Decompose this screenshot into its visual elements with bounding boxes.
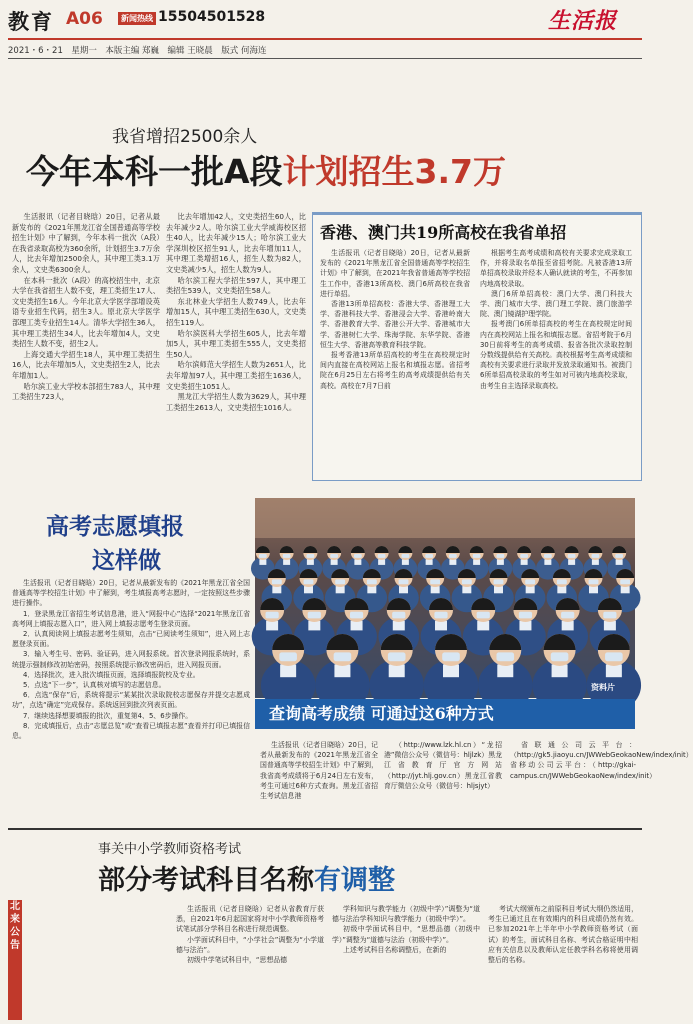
student-collar [393, 621, 405, 631]
paragraph: （http://www.lzk.hl.cn）“龙招港”微信公众号（微信号：hljlzk）黑龙江省教育厅官方网站（http://jyt.hlj.gov.cn）黑龙江省教育厅微信公众号（微信号：hljsjyt） [384, 741, 502, 790]
main-kicker: 我省增招2500余人 [112, 127, 258, 147]
student-mask [497, 554, 505, 558]
hk-macau-headline: 香港、澳门共19所高校在我省单招 [320, 223, 567, 242]
paragraph: 澳门6所单招高校：澳门大学、澳门科技大学、澳门城市大学、澳门理工学院、澳门旅游学院、澳门镜湖护理学院。 [480, 289, 632, 319]
paragraph: 哈尔滨工程大学招生597人，其中理工类招生539人，文史类招生58人。 [166, 275, 306, 296]
query-col3 [510, 740, 693, 781]
student-mask [544, 554, 552, 558]
student-collar [544, 559, 551, 565]
paragraph: 学科知识与教学能力（初级中学）”调整为“道德与法治学科知识与教学能力（初级中学）”。 [332, 905, 480, 924]
student-collar [336, 586, 345, 593]
student-mask [473, 554, 481, 558]
bottom-col3 [488, 904, 638, 965]
student-mask [520, 554, 528, 558]
bottom-kicker: 事关中小学教师资格考试 [98, 842, 242, 857]
paragraph: 初级中学面试科目中，“思想品德（初级中学）”调整为“道德与法治（初级中学）”。 [332, 925, 480, 944]
student-collar [283, 559, 290, 565]
paragraph: 在本科一批次（A段）的高校招生中，北京大学在我省招生人数不变，理工类招生17人、文史类招生16人。今年北京大学医学部增设英语专业招生代码，招生3人。原北京大学医学部理工类专业招生14人。清华大学招生36人，其中理工类招生34人，比去年增加4人，文史类招生人数不变，招生2人。 [12, 275, 160, 349]
student-mask [266, 612, 279, 619]
student-collar [378, 559, 385, 565]
student-collar [402, 559, 409, 565]
volunteer-article [12, 578, 250, 741]
hk-article-col1 [320, 248, 470, 391]
student-collar [621, 586, 630, 593]
paragraph: 考试大纲颁布之前原科目考试大纲仍然适用，考生已通过且在有效期内的科目成绩仍然有效。已参加2021年上半年中小学教师资格考试（面试）的考生，面试科目名称、考试合格证明中相应有关信息以及教师认定任教学科名称将使用调整后的名称。 [488, 905, 638, 965]
bottom-headline-part-a: 部分考试科目名称 [98, 865, 314, 896]
student-mask [557, 579, 567, 584]
paragraph: 报考香港13所单招高校的考生在高校规定时间内直接在高校网站上报名和填报志愿。省招考院在6月25日左右将考生的高考成绩提供给有关高校。高校在7月7日前 [320, 351, 470, 390]
student-mask [308, 612, 321, 619]
student-collar [307, 559, 314, 565]
student-mask [367, 579, 377, 584]
paragraph: 根据考生高考成绩和高校有关要求完成录取工作，并将录取名单报至省招考院。凡被香港13所单招高校录取并经本人确认就读的考生，不再参加内地高校录取。 [480, 249, 632, 288]
paragraph: 香港13所单招高校：香港大学、香港理工大学、香港科技大学、香港浸会大学、香港岭南大学、香港教育大学、香港公开大学、香港城市大学、香港树仁大学、珠海学院、东华学院、香港恒生大学、香港高等教育科技学院。 [320, 300, 470, 349]
step: 2．认真阅读网上填报志愿考生须知，点击“已阅读考生须知”，进入网上志愿登录页面。 [12, 630, 250, 649]
paragraph: 生活报讯（记者目晓晗）20日，记者从最新发布的《2021年黑龙江省全国普通高等学校招生计划》中了解到，考生填报高考志愿时，一定按照这些步骤进行操作。 [12, 579, 250, 608]
paragraph: 哈尔滨师范大学招生人数为2651人，比去年增加97人，其中理工类招生1636人，文史类招生1051人。 [166, 360, 306, 391]
student-collar [589, 586, 598, 593]
student-mask [399, 579, 409, 584]
student-mask [334, 652, 352, 661]
bottom-headline [98, 858, 395, 897]
paragraph: 黑龙江大学招生人数为3629人，其中理工类招生2613人，文史类招生1016人。 [166, 392, 306, 412]
student-mask [603, 612, 616, 619]
main-article-col2 [166, 212, 306, 413]
student-mask [496, 652, 514, 661]
student-mask [551, 652, 569, 661]
student-mask [592, 554, 600, 558]
student-mask [402, 554, 410, 558]
student-mask [388, 652, 406, 661]
student-mask [304, 579, 314, 584]
student-collar [389, 664, 405, 677]
page-number: A06 [66, 9, 103, 29]
student-mask [568, 554, 576, 558]
paragraph: 上海交通大学招生18人，其中理工类招生16人，比去年增加5人，文史类招生2人，比去年增加1人。 [12, 349, 160, 380]
student-mask [605, 652, 623, 661]
query-headline: 查询高考成绩 可通过这6种方式 [255, 699, 635, 729]
student-collar [354, 559, 361, 565]
paragraph: 东北林业大学招生人数749人，比去年增加15人，其中理工类招生630人，文史类招生119人。 [166, 296, 306, 327]
student-collar [272, 586, 281, 593]
header-meta: 2021・6・21 星期一 本版主编 郑巍 编辑 王晓晨 版式 何海连 [8, 46, 267, 56]
paragraph: 上述考试科目名称调整后，在新的 [343, 945, 447, 954]
paragraph: 哈尔滨工业大学校本部招生783人，其中理工类招生723人， [12, 381, 160, 402]
step: 6．点选“保存”后，系统将提示“某某批次录取院校志愿保存并提交志愿成功”，点选“确定”完成保存。系统返回到批次列表页面。 [12, 691, 250, 710]
step: 4．选择批次，进入批次填报页面，选择填报院校及专业。 [23, 670, 200, 679]
student-mask [335, 579, 345, 584]
student-collar [562, 621, 574, 631]
query-col1 [260, 740, 378, 801]
header-divider-thin [8, 58, 642, 59]
main-headline-part-a: 今年本科一批A段 [26, 152, 283, 191]
query-col2 [384, 740, 502, 791]
student-mask [525, 579, 535, 584]
student-collar [304, 586, 313, 593]
step: 1．登录黑龙江省招生考试信息港，进入“网报中心”选择“2021年黑龙江省高考网上填报志愿入口”，进入网上填报志愿考生登录页面。 [12, 609, 250, 628]
paragraph: 小学面试科目中，“小学社会”调整为“小学道德与法治”。 [176, 935, 324, 954]
student-mask [283, 554, 291, 558]
step: 8．完成填报后，点击“志愿总览”或“查看已填报志愿”查看并打印已填报信息。 [12, 721, 250, 741]
student-collar [399, 586, 408, 593]
student-collar [592, 559, 599, 565]
student-collar [497, 559, 504, 565]
main-headline-part-b: 计划招生3.7万 [282, 152, 507, 191]
student-mask [589, 579, 599, 584]
volunteer-headline-line2: 这样做 [92, 547, 161, 574]
student-collar [443, 664, 459, 677]
hotline-number: 15504501528 [158, 9, 266, 25]
student-collar [526, 586, 535, 593]
student-collar [462, 586, 471, 593]
student-mask [615, 554, 623, 558]
student-mask [354, 554, 362, 558]
paragraph: 比去年增加42人，文史类招生60人，比去年减少2人。哈尔滨工业大学威海校区招生40人，比去年减少15人；哈尔滨工业大学深圳校区招生91人，比去年增加11人，其中理工类增招16人，招生人数为82人，文史类减少5人，招生人数为9人。 [166, 212, 306, 274]
student-collar [351, 621, 363, 631]
student-collar [568, 559, 575, 565]
student-mask [307, 554, 315, 558]
paragraph: 生活报讯（记者目晓晗）20日，记者从最新发布的《2021年黑龙江省全国普通高等学校招生计划》中了解到，我省高考成绩将于6月24日左右发布，考生可通过6种方式查询。黑龙江省招生考试信息港 [260, 741, 378, 801]
student-mask [430, 579, 440, 584]
student-collar [519, 621, 531, 631]
paragraph: 报考澳门6所单招高校的考生在高校规定时间内在高校网站上报名和填报志愿。省招考院于6月30日前将考生的高考成绩、报省各批次录取控制分数线提供给有关高校。高校根据考生高考成绩和高校有关要求进行录取并发放录取通知书。被澳门6所单招高校录取的考生如对可被内地高校录取，由考生自主选择录取高校。 [480, 320, 632, 390]
bottom-divider [8, 828, 642, 830]
student-mask [279, 652, 297, 661]
students-illustration [255, 498, 635, 698]
student-collar [266, 621, 278, 631]
student-collar [604, 621, 616, 631]
student-mask [462, 579, 472, 584]
student-collar [331, 559, 338, 565]
student-collar [449, 559, 456, 565]
student-mask [519, 612, 532, 619]
step: 3．输入考生号、密码、验证码，进入网报系统。首次登录网报系统时，系统提示强制修改初始密码，按照系统提示修改密码后，进入网报页面。 [12, 650, 250, 669]
student-collar [426, 559, 433, 565]
student-collar [280, 664, 296, 677]
student-mask [561, 612, 574, 619]
paragraph: 生活报讯（记者目晓晗）20日，记者从最新发布的《2021年黑龙江省全国普通高等学校招生计划》中了解到，在2021年我省普通高等学校招生工作中，香港13所高校、澳门6所高校在我省进行单招。 [320, 249, 470, 298]
student-collar [497, 664, 513, 677]
student-mask [425, 554, 433, 558]
bottom-headline-part-b: 有调整 [314, 865, 395, 896]
paragraph: 初级中学笔试科目中，“思想品德 [187, 956, 288, 965]
header-divider [8, 38, 642, 40]
student-mask [378, 554, 386, 558]
student-mask [442, 652, 460, 661]
bottom-col1 [176, 904, 324, 965]
student-collar [367, 586, 376, 593]
student-collar [477, 621, 489, 631]
student-collar [521, 559, 528, 565]
student-mask [392, 612, 405, 619]
volunteer-headline-line1: 高考志愿填报 [46, 513, 184, 540]
student-mask [449, 554, 457, 558]
student-collar [308, 621, 320, 631]
student-collar [552, 664, 568, 677]
hk-article-col2 [480, 248, 632, 391]
student-collar [259, 559, 266, 565]
student-collar [334, 664, 350, 677]
student-mask [434, 612, 447, 619]
student-mask [272, 579, 282, 584]
student-collar [606, 664, 622, 677]
student-mask [330, 554, 338, 558]
main-headline [26, 146, 506, 193]
student-collar [616, 559, 623, 565]
student-collar [435, 621, 447, 631]
photo-credit: 资料片 [591, 683, 615, 692]
student-mask [259, 554, 267, 558]
student-mask [620, 579, 630, 584]
side-notice-tag: 北来公告 [8, 900, 22, 1020]
student-collar [557, 586, 566, 593]
step: 5．点选“下一步”，认真核对填写的志愿信息。 [23, 681, 166, 690]
student-collar [473, 559, 480, 565]
paragraph: 生活报讯（记者目晓晗）20日，记者从最新发布的《2021年黑龙江省全国普通高等学校招生计划》中了解到，今年本科一批次（A段）在我省录取高校为360余所，计划招生3.7万余人，比去年增加2500余人，其中理工类3.1万余人，文史类6300余人。 [12, 212, 160, 274]
section-title: 教育 [8, 9, 54, 34]
exam-hall-photo [255, 498, 635, 698]
paragraph: 哈尔滨医科大学招生605人，比去年增加5人，其中理工类招生555人，文史类招生50人。 [166, 328, 306, 359]
newspaper-logo: 生活报 [548, 8, 618, 34]
step: 7．继续选择想要填报的批次，重复第4、5、6步操作。 [23, 711, 193, 720]
paragraph: 生活报讯（记者目晓晗）记者从省教育厅获悉，自2021年6月起国家将对中小学教师资格考试笔试部分学科目名称进行规范调整。 [176, 905, 324, 934]
hotline-label: 新闻热线 [118, 12, 156, 25]
paragraph: 省联通公司云平台：（http://gk5.jiaoyu.cn/JWWebGeokaoNew/index/init）省移动公司云平台：（http://gkai-campus.cn/JWWebGeokaoNew/index/init） [510, 741, 693, 780]
bottom-col2 [332, 904, 480, 955]
student-collar [431, 586, 440, 593]
student-mask [494, 579, 504, 584]
student-collar [494, 586, 503, 593]
main-article-col1 [12, 212, 160, 403]
student-mask [477, 612, 490, 619]
student-mask [350, 612, 363, 619]
